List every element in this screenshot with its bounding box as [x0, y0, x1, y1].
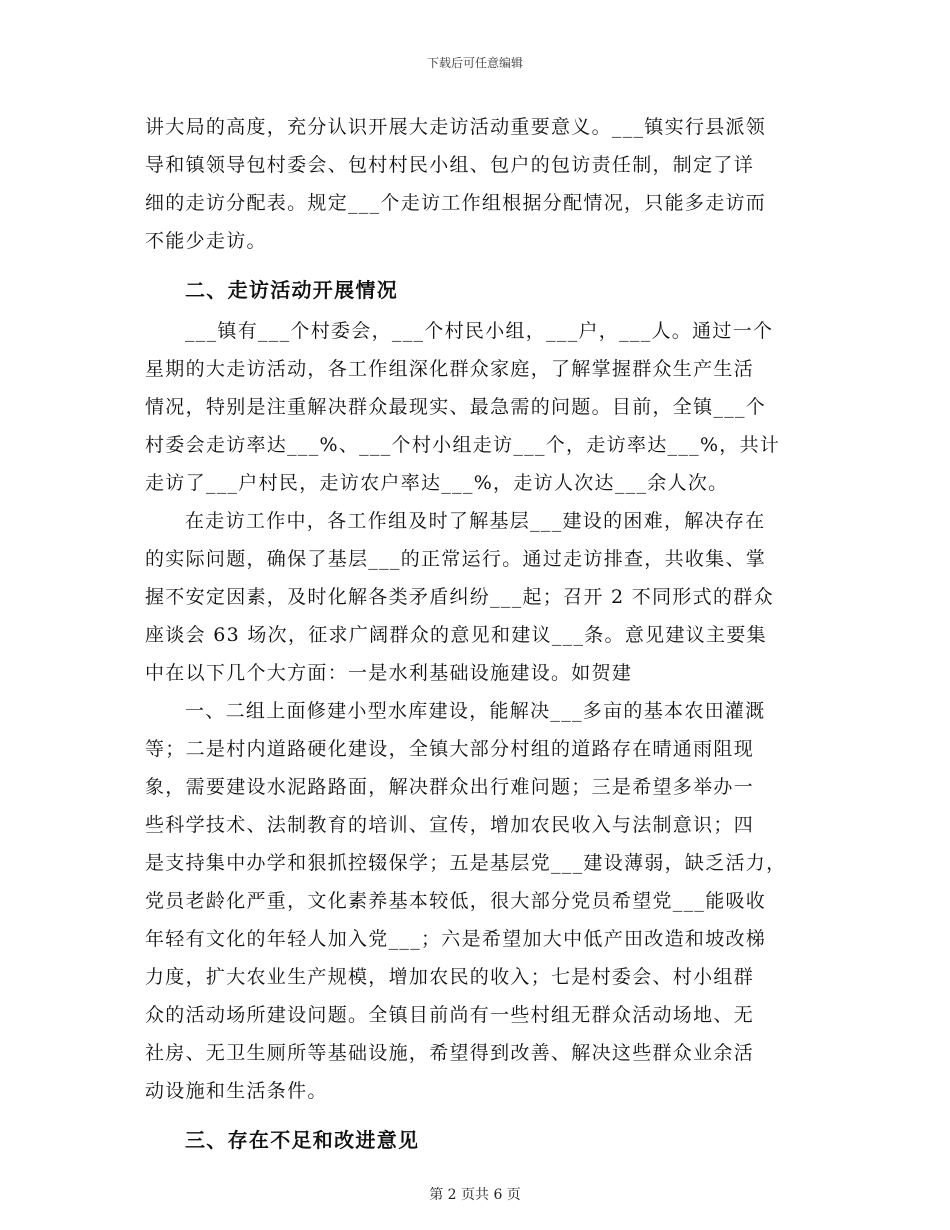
text-line: 社房、无卫生厕所等基础设施，希望得到改善、解决这些群众业余活 [145, 1042, 755, 1064]
paragraph-3 [145, 502, 805, 692]
page-header: 下载后可任意编辑 [426, 56, 523, 70]
text-line: 握不安定因素，及时化解各类矛盾纠纷___起；召开 2 不同形式的群众 [145, 586, 774, 608]
text-line: 在走访工作中，各工作组及时了解基层___建设的困难，解决存在 [185, 510, 766, 532]
text-line: 村委会走访率达___%、___个村小组走访___个，走访率达___%，共计 [145, 434, 781, 456]
text-line: 一、二组上面修建小型水库建设，能解决___多亩的基本农田灌溉 [185, 700, 766, 722]
text-line: 些科学技术、法制教育的培训、宣传，增加农民收入与法制意识；四 [145, 814, 755, 836]
text-line: 不能少走访。 [145, 230, 267, 252]
paragraph-2 [145, 312, 805, 502]
text-line: 众的活动场所建设问题。全镇目前尚有一些村组无群众活动场地、无 [145, 1004, 755, 1026]
section-heading-3: 三、存在不足和改进意见 [185, 1128, 420, 1152]
text-line: 的实际问题，确保了基层___的正常运行。通过走访排查，共收集、掌 [145, 548, 767, 570]
text-line: 导和镇领导包村委会、包村村民小组、包户的包访责任制，制定了详 [145, 154, 755, 176]
text-line: 座谈会 63 场次，征求广阔群众的意见和建议___条。意见建议主要集 [145, 624, 767, 646]
section-heading-2: 二、走访活动开展情况 [185, 278, 398, 302]
text-line: 党员老龄化严重，文化素养基本较低，很大部分党员希望党___能吸收 [145, 890, 767, 912]
text-line: 象，需要建设水泥路路面，解决群众出行难问题；三是希望多举办一 [145, 776, 755, 798]
text-line: 年轻有文化的年轻人加入党___；六是希望加大中低产田改造和坡改梯 [145, 928, 767, 950]
text-line: 是支持集中办学和狠抓控辍保学；五是基层党___建设薄弱，缺乏活力， [145, 852, 787, 874]
paragraph-4 [145, 692, 805, 1110]
text-line: 中在以下几个大方面：一是水利基础设施建设。如贺建 [145, 662, 633, 684]
text-line: 星期的大走访活动，各工作组深化群众家庭，了解掌握群众生产生活 [145, 358, 755, 380]
text-line: 情况，特别是注重解决群众最现实、最急需的问题。目前，全镇___个 [145, 396, 767, 418]
text-line: ___镇有___个村委会，___个村民小组，___户，___人。通过一个 [185, 320, 774, 342]
page-footer: 第 2 页共 6 页 [429, 1187, 521, 1203]
text-line: 讲大局的高度，充分认识开展大走访活动重要意义。___镇实行县派领 [145, 116, 767, 138]
text-line: 等；二是村内道路硬化建设，全镇大部分村组的道路存在晴通雨阻现 [145, 738, 755, 760]
text-line: 力度，扩大农业生产规模，增加农民的收入；七是村委会、村小组群 [145, 966, 755, 988]
text-line: 动设施和生活条件。 [145, 1080, 328, 1102]
document-body [145, 108, 805, 1162]
paragraph-1 [145, 108, 805, 260]
text-line: 细的走访分配表。规定___个走访工作组根据分配情况，只能多走访而 [145, 192, 767, 214]
text-line: 走访了___户村民，走访农户率达___%，走访人次达___余人次。 [145, 472, 729, 494]
